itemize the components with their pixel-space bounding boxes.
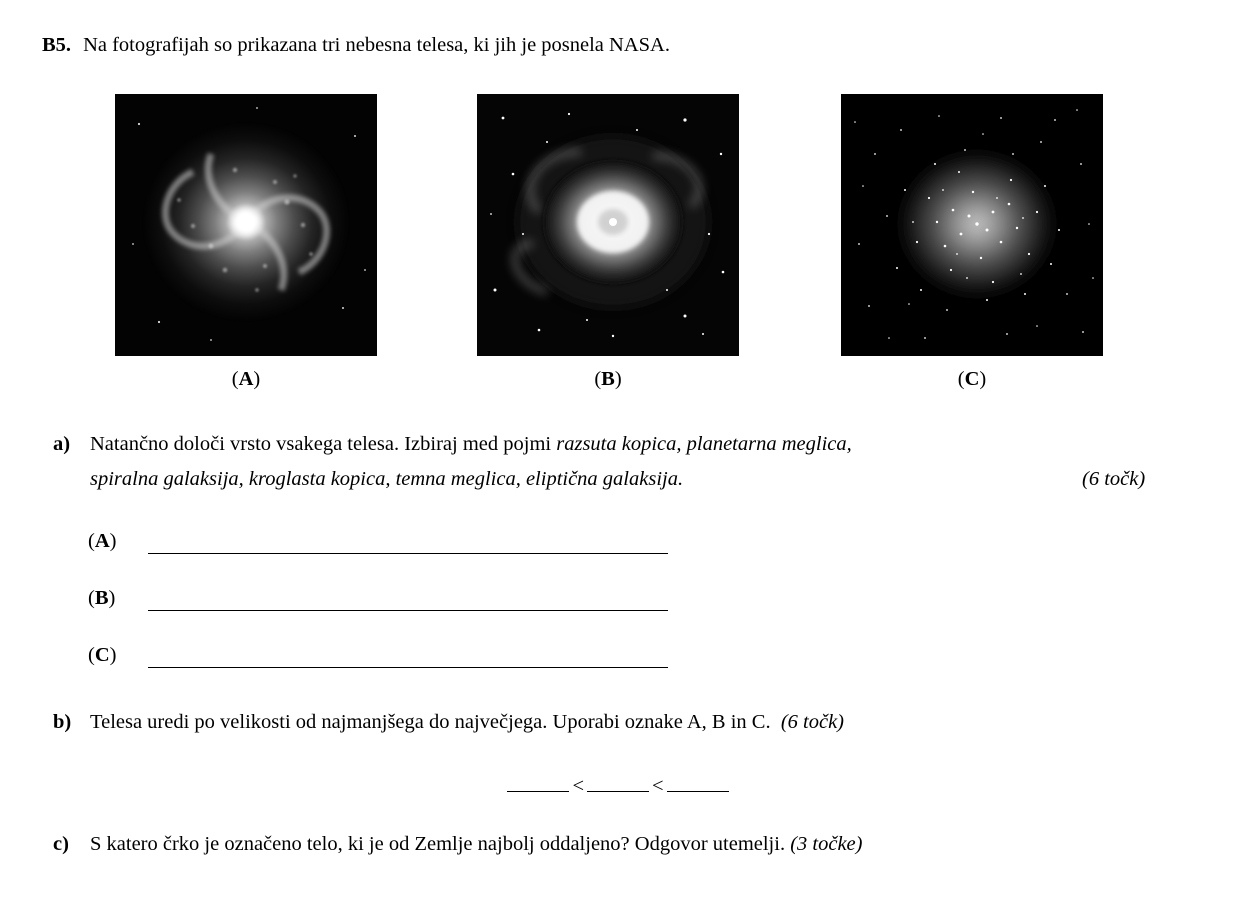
answer-row-c-label — [88, 644, 116, 667]
figure-a-caption-letter: A — [238, 368, 254, 390]
part-b-body — [90, 708, 844, 736]
figure-c — [841, 94, 1103, 391]
figure-c-caption-close: ) — [979, 368, 987, 390]
figure-c-caption-open: ( — [957, 368, 965, 390]
figure-row — [0, 94, 1236, 394]
part-b-label: b) — [53, 711, 72, 733]
part-a-points: (6 točk) — [1082, 468, 1146, 490]
answer-row-b-label — [88, 587, 115, 610]
planetary-nebula-photo — [477, 94, 739, 356]
figure-b — [477, 94, 739, 391]
part-a-label: a) — [53, 433, 71, 455]
answer-c-close: ) — [109, 644, 117, 666]
answer-c-letter: C — [94, 644, 110, 666]
part-a-line1-terms: razsuta kopica, planetarna meglica, — [556, 433, 852, 455]
part-b-text: Telesa uredi po velikosti od najmanjšega do največjega. Uporabi oznake A, B in C. — [90, 711, 771, 733]
figure-a-caption-close: ) — [253, 368, 261, 390]
ordering-blank-2[interactable] — [587, 777, 649, 792]
ordering-operator-1: < — [572, 775, 584, 797]
figure-b-caption-letter: B — [601, 368, 615, 390]
part-c-text: S katero črko je označeno telo, ki je od Zemlje najbolj oddaljeno? Odgovor utemelji. — [90, 833, 786, 855]
answer-a-letter: A — [94, 530, 110, 552]
figure-b-caption-open: ( — [594, 368, 602, 390]
answer-row-a-label — [88, 530, 116, 553]
figure-c-caption — [841, 368, 1103, 391]
part-c-body — [90, 830, 862, 858]
answer-c-input-line[interactable] — [148, 667, 668, 668]
answer-a-input-line[interactable] — [148, 553, 668, 554]
answer-a-close: ) — [109, 530, 117, 552]
answer-b-input-line[interactable] — [148, 610, 668, 611]
figure-a — [115, 94, 377, 391]
figure-a-caption-open: ( — [231, 368, 239, 390]
part-b-points: (6 točk) — [780, 711, 844, 733]
figure-b-caption-close: ) — [614, 368, 622, 390]
figure-c-caption-letter: C — [964, 368, 980, 390]
answer-b-close: ) — [108, 587, 116, 609]
figure-b-caption — [477, 368, 739, 391]
part-a-line1 — [90, 430, 1200, 458]
answer-b-open: ( — [88, 587, 95, 609]
part-a-line1-prefix: Natančno določi vrsto vsakega telesa. Izbiraj med pojmi — [90, 433, 557, 455]
problem-number: B5. — [42, 34, 72, 56]
part-c-label: c) — [53, 833, 69, 855]
spiral-galaxy-photo — [115, 94, 377, 356]
ordering-blank-1[interactable] — [507, 777, 569, 792]
figure-a-caption — [115, 368, 377, 391]
part-a-line2-terms: spiralna galaksija, kroglasta kopica, temna meglica, eliptična galaksija. — [90, 468, 684, 490]
part-b-ordering-blanks — [0, 775, 1236, 798]
answer-c-open: ( — [88, 644, 95, 666]
problem-statement — [42, 32, 670, 59]
part-c-points: (3 točke) — [790, 833, 863, 855]
answer-b-letter: B — [94, 587, 109, 609]
globular-cluster-photo — [841, 94, 1103, 356]
ordering-blank-3[interactable] — [667, 777, 729, 792]
answer-a-open: ( — [88, 530, 95, 552]
problem-text: Na fotografijah so prikazana tri nebesna telesa, ki jih je posnela NASA. — [83, 34, 670, 56]
ordering-operator-2: < — [652, 775, 664, 797]
